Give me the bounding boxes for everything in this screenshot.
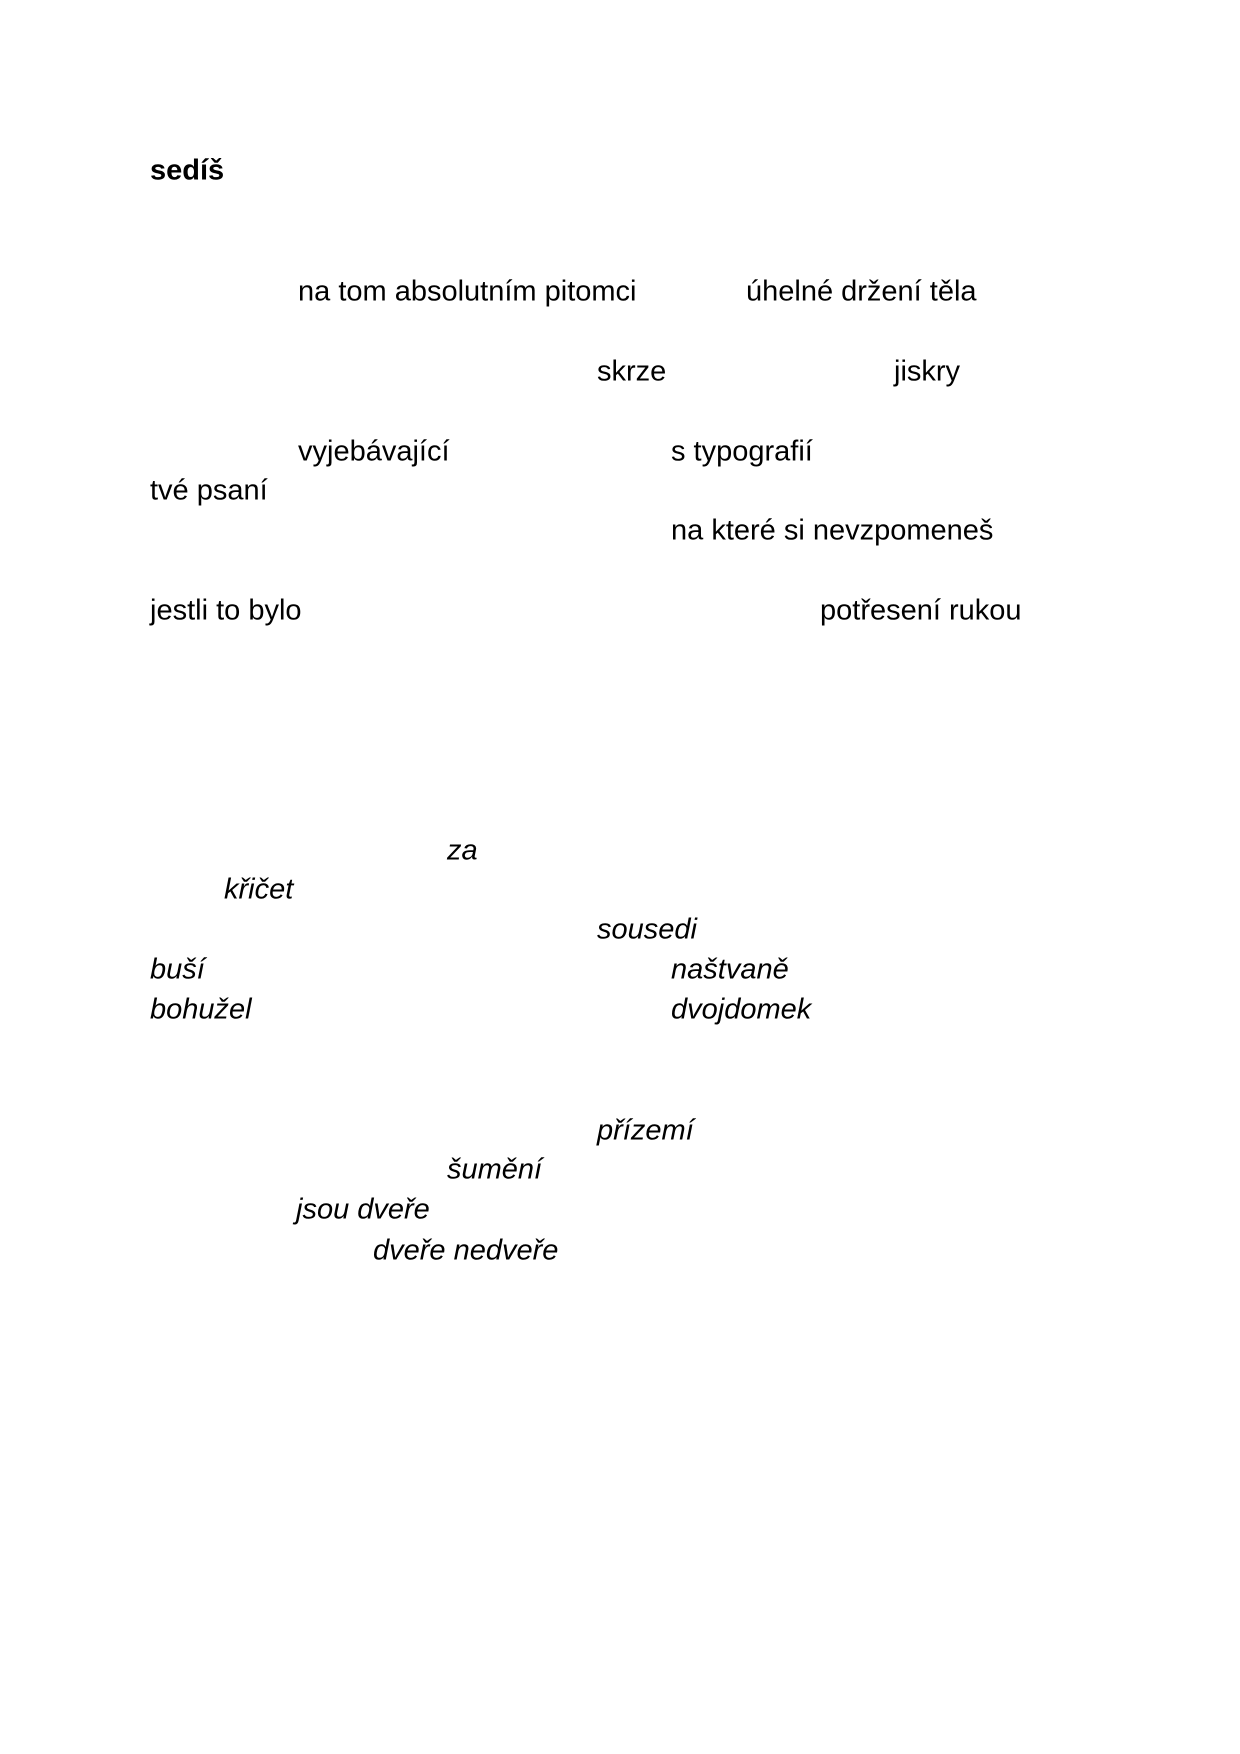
word-busi: buší [150,953,205,986]
word-sousedi: sousedi [597,913,697,946]
line-jestli: jestli to bylo [150,594,302,627]
line-dvere-nedvere: dveře nedveře [373,1234,559,1267]
word-dvojdomek: dvojdomek [671,993,812,1026]
line-uhelne: úhelné držení těla [746,275,977,308]
word-prizemi: přízemí [597,1114,694,1147]
word-sumeni: šumění [447,1153,543,1186]
word-jiskry: jiskry [894,355,961,388]
line-tve-psani: tvé psaní [150,474,268,507]
line-potreseni: potřesení rukou [820,594,1022,627]
word-kricet: křičet [224,873,294,906]
line-na-ktere: na které si nevzpomeneš [671,514,994,547]
word-skrze: skrze [597,355,667,388]
line-jsou-dvere: jsou dveře [296,1193,430,1226]
word-bohuzel: bohužel [150,993,252,1026]
line-s-typografii: s typografií [671,435,813,468]
word-nastvane: naštvaně [671,953,789,986]
word-vyjebavajici: vyjebávající [298,435,450,468]
line-na-tom: na tom absolutním pitomci [298,275,637,308]
word-za: za [447,834,478,867]
poem-title: sedíš [150,154,225,187]
